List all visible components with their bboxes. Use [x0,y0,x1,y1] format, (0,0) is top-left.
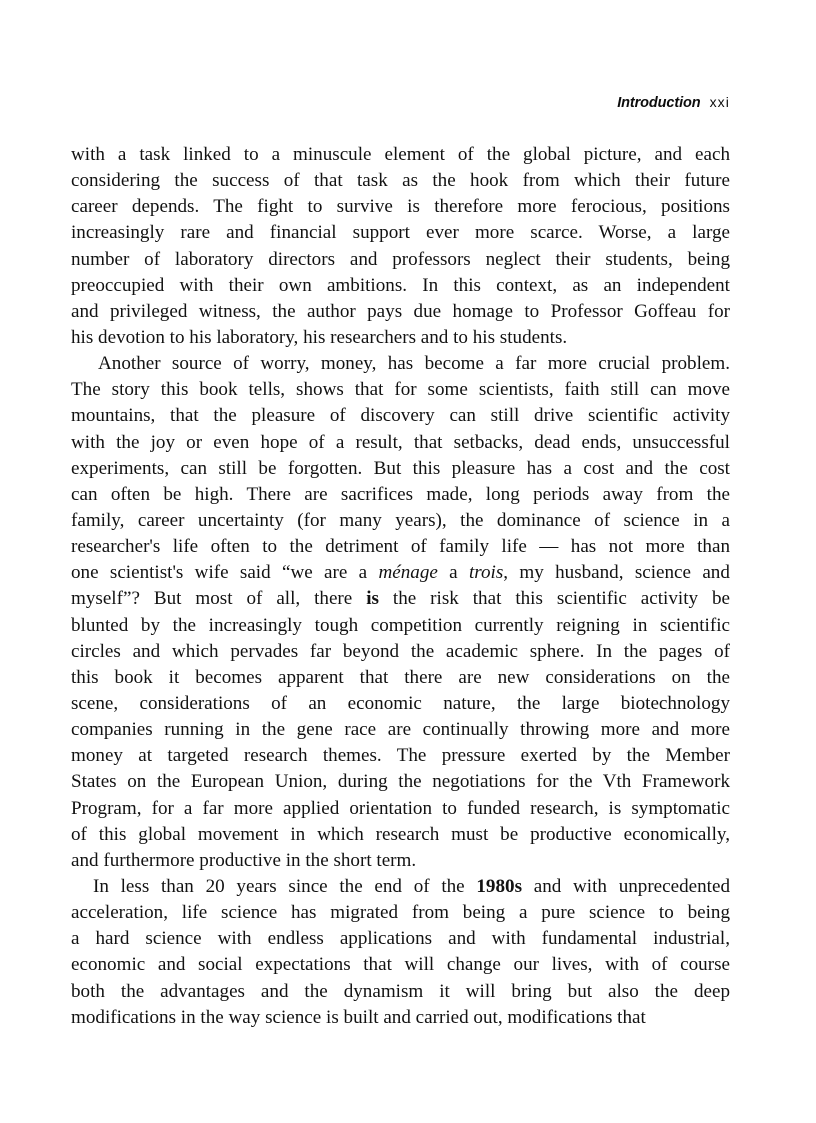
text-line-italic-menage: one scientist's wife said “we are a ménage a trois, my husband, science and [71,562,730,584]
text-line: family, career uncertainty (for many years), the dominance of science in a [71,509,730,531]
text-line: acceleration, life science has migrated from being a pure science to being [71,902,730,924]
paragraph-3 [71,874,730,1031]
text-line: economic and social expectations that will change our lives, with of course [71,954,730,976]
text-line: preoccupied with their own ambitions. In this context, as an independent [71,274,730,296]
text-line: considering the success of that task as the hook from which their future [71,170,730,192]
text-line: modifications in the way science is built and carried out, modifications that [71,1006,646,1028]
text-line: and furthermore productive in the short term. [71,849,417,871]
text-line: and privileged witness, the author pays due homage to Professor Goffeau for [71,300,730,322]
text-line: a hard science with endless applications and with fundamental industrial, [71,928,730,950]
text-line: with the joy or even hope of a result, that setbacks, dead ends, unsuccessful [71,431,730,453]
paragraph-2 [71,351,730,874]
page-number: xxi [709,94,730,110]
text-line: companies running in the gene race are continually throwing more and more [71,719,730,741]
text-line: increasingly rare and financial support ever more scarce. Worse, a large [71,222,730,244]
text-line-bold-1980s: In less than 20 years since the end of the 1980s and with unprecedented [93,875,731,897]
text-line: with a task linked to a minuscule element of the global picture, and each [71,144,730,165]
paragraph-1 [71,142,730,351]
text-line: circles and which pervades far beyond the academic sphere. In the pages of [71,640,730,662]
text-line: The story this book tells, shows that for some scientists, faith still can move [71,379,730,401]
text-line: of this global movement in which research must be productive economically, [71,823,730,845]
text-line: researcher's life often to the detriment of family life — has not more than [71,536,730,558]
text-line: scene, considerations of an economic nature, the large biotechnology [71,692,730,714]
text-line: number of laboratory directors and professors neglect their students, being [71,248,730,270]
text-line: career depends. The fight to survive is therefore more ferocious, positions [71,196,730,218]
text-line: this book it becomes apparent that there are new considerations on the [71,666,730,688]
text-line: experiments, can still be forgotten. But this pleasure has a cost and the cost [71,457,730,479]
text-line: both the advantages and the dynamism it will bring but also the deep [71,980,730,1002]
text-line: States on the European Union, during the negotiations for the Vth Framework [71,771,730,793]
text-line-bold-is: myself”? But most of all, there is the risk that this scientific activity be [71,588,731,610]
text-line: money at targeted research themes. The pressure exerted by the Member [71,745,730,767]
text-line: mountains, that the pleasure of discovery can still drive scientific activity [71,405,730,427]
running-head [71,93,730,112]
text-line: can often be high. There are sacrifices made, long periods away from the [71,483,730,505]
text-line: blunted by the increasingly tough competition currently reigning in scientific [71,614,730,636]
body-text-block [71,142,730,1031]
text-line: Program, for a far more applied orientation to funded research, is symptomatic [71,797,730,819]
running-head-title: Introduction [617,95,701,111]
text-line: his devotion to his laboratory, his researchers and to his students. [71,326,568,348]
text-line: Another source of worry, money, has become a far more crucial problem. [98,353,730,375]
